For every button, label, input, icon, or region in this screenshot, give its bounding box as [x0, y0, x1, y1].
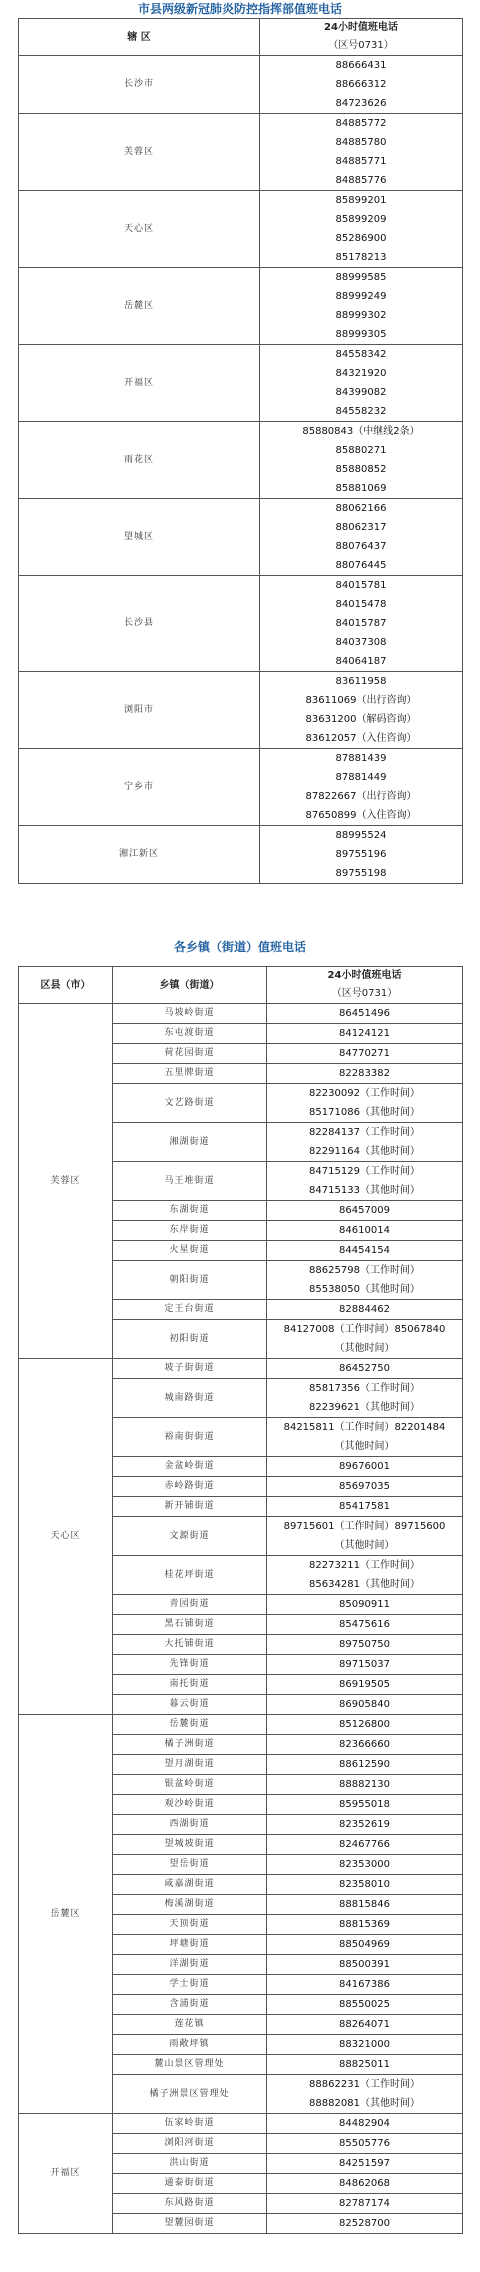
- district-phones: [260, 826, 463, 884]
- phone-number: 84862068: [339, 2178, 390, 2189]
- street-phones: [267, 1735, 463, 1755]
- phone-number: 84399082: [335, 387, 387, 398]
- phone-number: 88999302: [335, 310, 387, 321]
- phone-number: 86452750: [339, 1363, 390, 1374]
- header-street: 乡镇（街道）: [113, 967, 267, 1004]
- street-phones: [267, 1995, 463, 2015]
- street-phones: [267, 1815, 463, 1835]
- street-phones: [267, 1261, 463, 1300]
- phone-number: 84610014: [339, 1225, 390, 1236]
- district-row: [19, 268, 463, 345]
- street-phones: [267, 1615, 463, 1635]
- street-name: 东屯渡街道: [113, 1024, 267, 1044]
- district-phones: [260, 422, 463, 499]
- district-name: 长沙市: [19, 56, 260, 114]
- street-phones: [267, 1004, 463, 1024]
- phone-number: （其他时间）: [334, 1441, 395, 1452]
- phone-number: 82284137（工作时间）: [309, 1127, 420, 1138]
- phone-number: 88666312: [335, 79, 387, 90]
- phone-number: 85817356（工作时间）: [309, 1383, 420, 1394]
- section-1: [0, 0, 480, 884]
- phone-number: 88550025: [339, 1999, 390, 2010]
- phone-number: 83631200（解码咨询）: [305, 714, 417, 725]
- district-row: [19, 422, 463, 499]
- section-1-title: 市县两级新冠肺炎防控指挥部值班电话: [137, 2, 342, 16]
- street-phones: [267, 1895, 463, 1915]
- header-phone-line2: （区号0731）: [328, 40, 394, 51]
- phone-number: 88076437: [335, 541, 387, 552]
- street-name: 新开铺街道: [113, 1497, 267, 1517]
- phone-number: 82230092（工作时间）: [309, 1088, 420, 1099]
- street-phones: [267, 2194, 463, 2214]
- street-row: [19, 2114, 463, 2134]
- phone-number: 84770271: [339, 1048, 390, 1059]
- street-name: 浏阳河街道: [113, 2134, 267, 2154]
- street-phones: [267, 1935, 463, 1955]
- phone-number: 82353000: [339, 1859, 390, 1870]
- street-name: 文艺路街道: [113, 1084, 267, 1123]
- street-phones: [267, 1162, 463, 1201]
- street-name: 荷花园街道: [113, 1044, 267, 1064]
- phone-number: 84482904: [339, 2118, 390, 2129]
- street-name: 望岳街道: [113, 1855, 267, 1875]
- phone-number: 84885772: [335, 118, 387, 129]
- street-phones: [267, 2114, 463, 2134]
- district-row: [19, 114, 463, 191]
- phone-number: 86457009: [339, 1205, 390, 1216]
- street-phones: [267, 1955, 463, 1975]
- phone-number: 82884462: [339, 1304, 390, 1315]
- phone-number: 87650899（入住咨询）: [305, 810, 417, 821]
- district-name: 宁乡市: [19, 749, 260, 826]
- street-row: [19, 1715, 463, 1735]
- street-phones: [267, 2075, 463, 2114]
- phone-number: 85171086（其他时间）: [309, 1107, 420, 1118]
- street-phones: [267, 1795, 463, 1815]
- street-phones: [267, 1655, 463, 1675]
- phone-number: 85286900: [335, 233, 387, 244]
- street-name: 赤岭路街道: [113, 1477, 267, 1497]
- phone-number: 82787174: [339, 2198, 390, 2209]
- hotline-table-city-county: [18, 18, 463, 884]
- street-name: 银盆岭街道: [113, 1775, 267, 1795]
- street-name: 学士街道: [113, 1975, 267, 1995]
- street-phones: [267, 1064, 463, 1084]
- phone-number: 88999249: [335, 291, 387, 302]
- street-name: 莲花镇: [113, 2015, 267, 2035]
- street-phones: [267, 1359, 463, 1379]
- phone-number: 89715037: [339, 1659, 390, 1670]
- phone-number: 84251597: [339, 2158, 390, 2169]
- phone-number: 85955018: [339, 1799, 390, 1810]
- phone-number: 84723626: [335, 98, 387, 109]
- phone-number: 84558342: [335, 349, 387, 360]
- hotline-table-streets: [18, 966, 463, 2234]
- phone-number: 89750750: [339, 1639, 390, 1650]
- district-row: [19, 191, 463, 268]
- street-name: 西湖街道: [113, 1815, 267, 1835]
- phone-number: 88666431: [335, 60, 387, 71]
- phone-number: 85899201: [335, 195, 387, 206]
- street-phones: [267, 1123, 463, 1162]
- street-row: [19, 1004, 463, 1024]
- street-phones: [267, 1418, 463, 1457]
- street-name: 天顶街道: [113, 1915, 267, 1935]
- phone-number: 87822667（出行咨询）: [305, 791, 417, 802]
- phone-number: 88264071: [339, 2019, 390, 2030]
- street-phones: [267, 2035, 463, 2055]
- phone-number: 84124121: [339, 1028, 390, 1039]
- district-row: [19, 826, 463, 884]
- street-phones: [267, 2134, 463, 2154]
- district-name: 岳麓区: [19, 1715, 113, 2114]
- header-phone: [260, 19, 463, 56]
- header-district: 区县（市）: [19, 967, 113, 1004]
- phone-number: （其他时间）: [334, 1540, 395, 1551]
- street-name: 伍家岭街道: [113, 2114, 267, 2134]
- phone-number: 88862231（工作时间）: [309, 2079, 420, 2090]
- phone-number: 82239621（其他时间）: [309, 1402, 420, 1413]
- district-phones: [260, 114, 463, 191]
- street-phones: [267, 1517, 463, 1556]
- district-name: 长沙县: [19, 576, 260, 672]
- phone-number: 85881069: [335, 483, 387, 494]
- phone-number: 88625798（工作时间）: [309, 1265, 420, 1276]
- street-name: 东湖街道: [113, 1201, 267, 1221]
- phone-number: 89755198: [335, 868, 387, 879]
- street-phones: [267, 1221, 463, 1241]
- street-name: 望麓园街道: [113, 2214, 267, 2234]
- phone-number: 88321000: [339, 2039, 390, 2050]
- phone-number: 85880852: [335, 464, 387, 475]
- phone-number: 85697035: [339, 1481, 390, 1492]
- street-name: 岳麓街道: [113, 1715, 267, 1735]
- street-phones: [267, 1975, 463, 1995]
- street-name: 文源街道: [113, 1517, 267, 1556]
- street-phones: [267, 1084, 463, 1123]
- district-name: 开福区: [19, 2114, 113, 2234]
- phone-number: 85505776: [339, 2138, 390, 2149]
- phone-number: 88999585: [335, 272, 387, 283]
- phone-number: 84885780: [335, 137, 387, 148]
- street-name: 火星街道: [113, 1241, 267, 1261]
- street-phones: [267, 1457, 463, 1477]
- street-phones: [267, 1855, 463, 1875]
- district-name: 天心区: [19, 191, 260, 268]
- phone-number: 84885771: [335, 156, 387, 167]
- phone-number: 82358010: [339, 1879, 390, 1890]
- phone-number: 85417581: [339, 1501, 390, 1512]
- street-name: 马王堆街道: [113, 1162, 267, 1201]
- phone-number: 88815846: [339, 1899, 390, 1910]
- street-phones: [267, 1300, 463, 1320]
- phone-number: 86919505: [339, 1679, 390, 1690]
- phone-number: 85899209: [335, 214, 387, 225]
- phone-number: 88062317: [335, 522, 387, 533]
- street-name: 坡子街街道: [113, 1359, 267, 1379]
- phone-number: 85126800: [339, 1719, 390, 1730]
- phone-number: 82366660: [339, 1739, 390, 1750]
- header-area: 辖 区: [19, 19, 260, 56]
- street-name: 观沙岭街道: [113, 1795, 267, 1815]
- section-2-title: 各乡镇（街道）值班电话: [173, 940, 306, 954]
- phone-number: 85634281（其他时间）: [309, 1579, 420, 1590]
- phone-number: 88504969: [339, 1939, 390, 1950]
- street-phones: [267, 1320, 463, 1359]
- street-phones: [267, 2015, 463, 2035]
- street-name: 大托铺街道: [113, 1635, 267, 1655]
- district-row: [19, 345, 463, 422]
- phone-number: 88882130: [339, 1779, 390, 1790]
- street-name: 初阳街道: [113, 1320, 267, 1359]
- street-name: 城南路街道: [113, 1379, 267, 1418]
- street-phones: [267, 1379, 463, 1418]
- street-phones: [267, 1635, 463, 1655]
- street-name: 望月湖街道: [113, 1755, 267, 1775]
- phone-number: 89676001: [339, 1461, 390, 1472]
- street-name: 定王台街道: [113, 1300, 267, 1320]
- phone-number: 88882081（其他时间）: [309, 2098, 420, 2109]
- phone-number: 88815369: [339, 1919, 390, 1930]
- street-phones: [267, 1755, 463, 1775]
- street-name: 马坡岭街道: [113, 1004, 267, 1024]
- phone-number: 85090911: [339, 1599, 390, 1610]
- header-phone-line2: （区号0731）: [331, 988, 398, 999]
- phone-number: 84715129（工作时间）: [309, 1166, 420, 1177]
- street-phones: [267, 1835, 463, 1855]
- street-name: 咸嘉湖街道: [113, 1875, 267, 1895]
- street-name: 望城坡街道: [113, 1835, 267, 1855]
- district-name: 浏阳市: [19, 672, 260, 749]
- district-phones: [260, 268, 463, 345]
- section-2: [0, 938, 480, 2234]
- street-phones: [267, 1477, 463, 1497]
- street-name: 暮云街道: [113, 1695, 267, 1715]
- phone-number: 84321920: [335, 368, 387, 379]
- phone-number: 82528700: [339, 2218, 390, 2229]
- phone-number: 82273211（工作时间）: [309, 1560, 420, 1571]
- street-phones: [267, 2174, 463, 2194]
- phone-number: 84015787: [335, 618, 387, 629]
- street-name: 麓山景区管理处: [113, 2055, 267, 2075]
- phone-number: 84215811（工作时间）82201484: [283, 1422, 446, 1433]
- district-phones: [260, 56, 463, 114]
- street-phones: [267, 2154, 463, 2174]
- district-name: 岳麓区: [19, 268, 260, 345]
- header-phone-line1: 24小时值班电话: [324, 22, 398, 33]
- street-name: 东风路街道: [113, 2194, 267, 2214]
- phone-number: 84885776: [335, 175, 387, 186]
- district-name: 天心区: [19, 1359, 113, 1715]
- street-phones: [267, 1695, 463, 1715]
- phone-number: 88999305: [335, 329, 387, 340]
- district-row: [19, 56, 463, 114]
- phone-number: 88612590: [339, 1759, 390, 1770]
- phone-number: 84064187: [335, 656, 387, 667]
- district-phones: [260, 191, 463, 268]
- street-phones: [267, 1241, 463, 1261]
- phone-number: 88825011: [339, 2059, 390, 2070]
- phone-number: 84127008（工作时间）85067840: [283, 1324, 446, 1335]
- street-phones: [267, 1915, 463, 1935]
- district-row: [19, 576, 463, 672]
- street-phones: [267, 1044, 463, 1064]
- phone-number: （其他时间）: [334, 1343, 395, 1354]
- street-name: 雨敞坪镇: [113, 2035, 267, 2055]
- district-phones: [260, 345, 463, 422]
- phone-number: 88500391: [339, 1959, 390, 1970]
- phone-number: 84715133（其他时间）: [309, 1185, 420, 1196]
- street-name: 洋湖街道: [113, 1955, 267, 1975]
- phone-number: 84015781: [335, 580, 387, 591]
- street-name: 橘子洲街道: [113, 1735, 267, 1755]
- table-header-row: [19, 967, 463, 1004]
- district-phones: [260, 499, 463, 576]
- street-phones: [267, 1497, 463, 1517]
- phone-number: 83612057（入住咨询）: [305, 733, 417, 744]
- street-phones: [267, 2214, 463, 2234]
- street-name: 朝阳街道: [113, 1261, 267, 1300]
- phone-number: 82291164（其他时间）: [309, 1146, 420, 1157]
- phone-number: 82467766: [339, 1839, 390, 1850]
- phone-number: 85880843（中继线2条）: [302, 426, 420, 437]
- header-phone-line1: 24小时值班电话: [327, 970, 402, 981]
- district-row: [19, 749, 463, 826]
- street-name: 梅溪湖街道: [113, 1895, 267, 1915]
- phone-number: 88062166: [335, 503, 387, 514]
- street-phones: [267, 1775, 463, 1795]
- street-name: 东岸街道: [113, 1221, 267, 1241]
- phone-number: 84015478: [335, 599, 387, 610]
- street-phones: [267, 2055, 463, 2075]
- phone-number: 83611069（出行咨询）: [305, 695, 417, 706]
- district-row: [19, 672, 463, 749]
- street-phones: [267, 1024, 463, 1044]
- phone-number: 86451496: [339, 1008, 390, 1019]
- header-phone: [267, 967, 463, 1004]
- district-name: 芙蓉区: [19, 1004, 113, 1359]
- street-name: 裕南街街道: [113, 1418, 267, 1457]
- phone-number: 85475616: [339, 1619, 390, 1630]
- district-row: [19, 499, 463, 576]
- phone-number: 89715601（工作时间）89715600: [283, 1521, 446, 1532]
- street-name: 橘子洲景区管理处: [113, 2075, 267, 2114]
- district-phones: [260, 749, 463, 826]
- phone-number: 82283382: [339, 1068, 390, 1079]
- district-phones: [260, 576, 463, 672]
- street-phones: [267, 1675, 463, 1695]
- phone-number: 85538050（其他时间）: [309, 1284, 420, 1295]
- phone-number: 88076445: [335, 560, 387, 571]
- street-phones: [267, 1715, 463, 1735]
- street-name: 黑石铺街道: [113, 1615, 267, 1635]
- street-name: 五里牌街道: [113, 1064, 267, 1084]
- street-phones: [267, 1556, 463, 1595]
- district-name: 雨花区: [19, 422, 260, 499]
- district-name: 芙蓉区: [19, 114, 260, 191]
- table-header-row: [19, 19, 463, 56]
- street-name: 青园街道: [113, 1595, 267, 1615]
- street-row: [19, 1359, 463, 1379]
- phone-number: 85178213: [335, 252, 387, 263]
- street-phones: [267, 1875, 463, 1895]
- phone-number: 84558232: [335, 406, 387, 417]
- street-name: 坪塘街道: [113, 1935, 267, 1955]
- phone-number: 86905840: [339, 1699, 390, 1710]
- phone-number: 82352619: [339, 1819, 390, 1830]
- street-name: 先锋街道: [113, 1655, 267, 1675]
- street-name: 洪山街道: [113, 2154, 267, 2174]
- street-name: 南托街道: [113, 1675, 267, 1695]
- street-name: 通泰街街道: [113, 2174, 267, 2194]
- street-name: 桂花坪街道: [113, 1556, 267, 1595]
- district-phones: [260, 672, 463, 749]
- phone-number: 87881449: [335, 772, 387, 783]
- district-name: 湘江新区: [19, 826, 260, 884]
- street-name: 湘湖街道: [113, 1123, 267, 1162]
- district-name: 望城区: [19, 499, 260, 576]
- phone-number: 84037308: [335, 637, 387, 648]
- street-name: 金盆岭街道: [113, 1457, 267, 1477]
- district-name: 开福区: [19, 345, 260, 422]
- phone-number: 89755196: [335, 849, 387, 860]
- phone-number: 84454154: [339, 1245, 390, 1256]
- phone-number: 88995524: [335, 830, 387, 841]
- phone-number: 87881439: [335, 753, 387, 764]
- phone-number: 85880271: [335, 445, 387, 456]
- phone-number: 84167386: [339, 1979, 390, 1990]
- street-phones: [267, 1595, 463, 1615]
- street-phones: [267, 1201, 463, 1221]
- street-name: 含浦街道: [113, 1995, 267, 2015]
- phone-number: 83611958: [335, 676, 387, 687]
